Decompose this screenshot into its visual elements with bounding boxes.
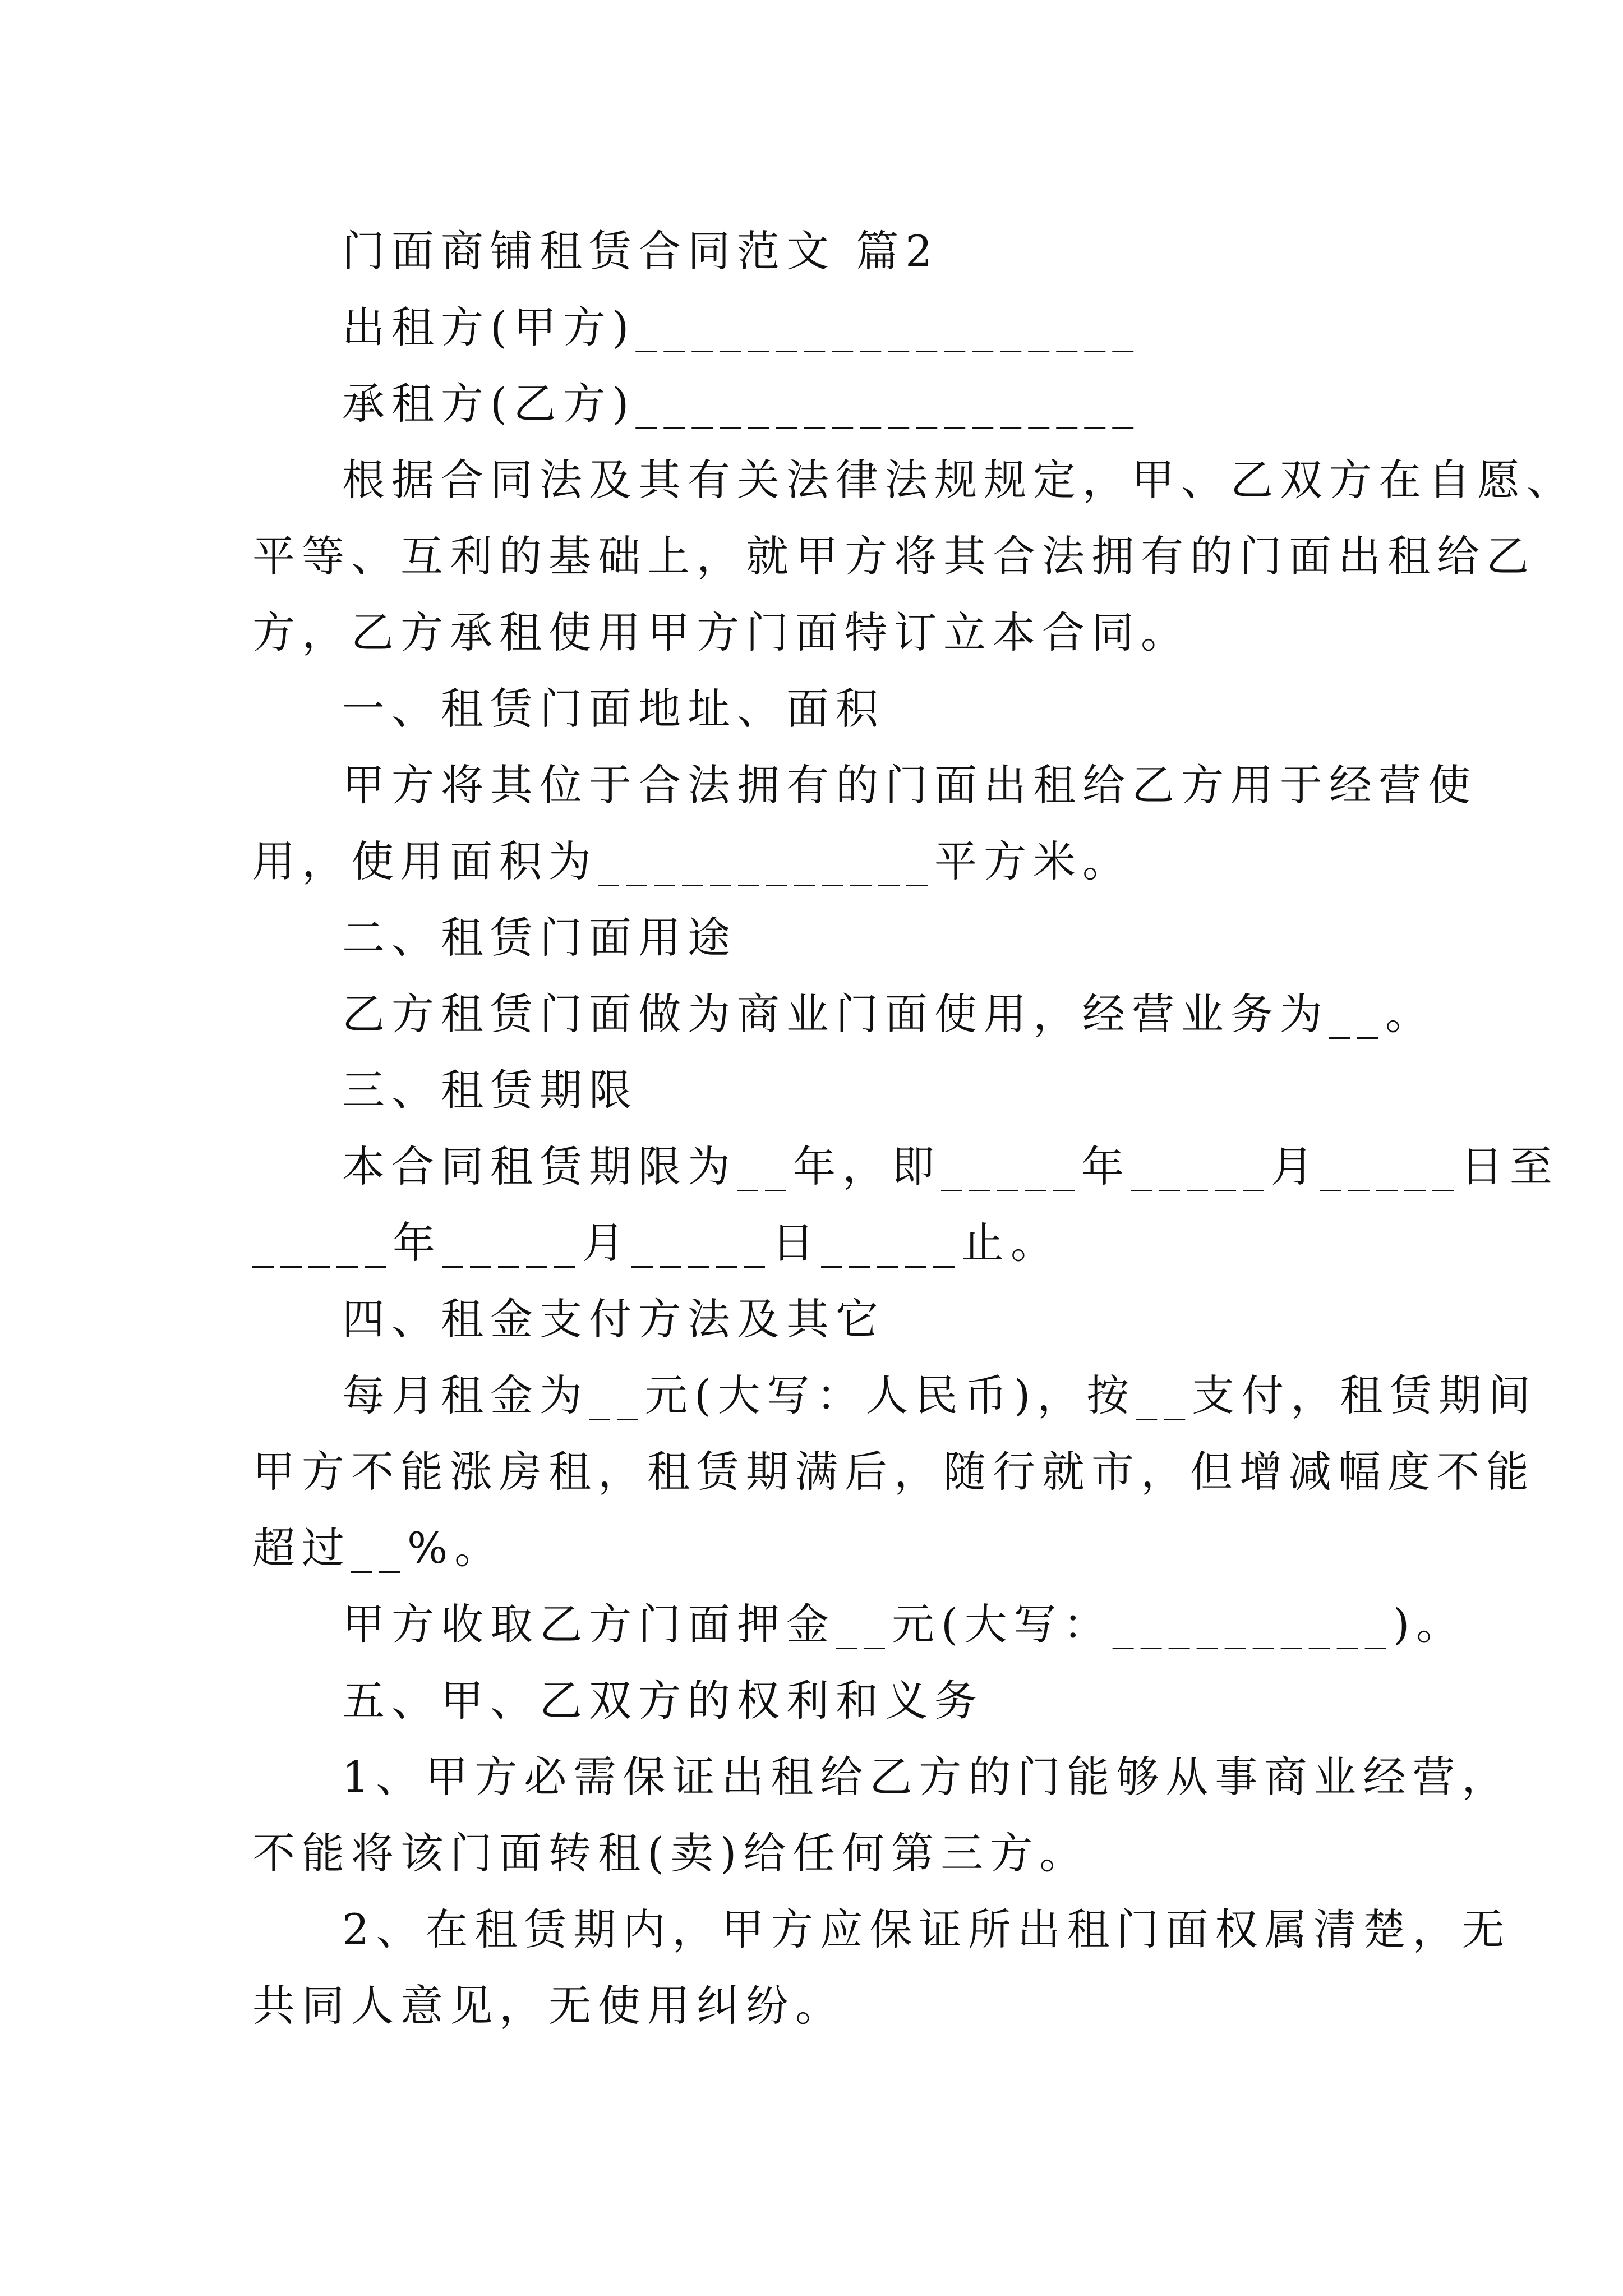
section-3-line-2: _____年_____月_____日_____止。 xyxy=(252,1218,1060,1268)
section-5-item-1-line-1: 1、甲方必需保证出租给乙方的门能够从事商业经营， xyxy=(342,1752,1511,1802)
section-heading-5: 五、甲、乙双方的权利和义务 xyxy=(342,1676,984,1726)
lessee-line: 承租方(乙方)__________________ xyxy=(342,379,1141,429)
section-heading-4: 四、租金支付方法及其它 xyxy=(342,1294,885,1344)
document-title: 门面商铺租赁合同范文 篇2 xyxy=(342,226,939,276)
section-1-line-2: 用，使用面积为____________平方米。 xyxy=(252,836,1132,886)
lessor-line: 出租方(甲方)__________________ xyxy=(342,302,1141,352)
section-5-item-2-line-2: 共同人意见，无使用纠纷。 xyxy=(252,1981,845,2031)
section-4-line-3: 超过__%。 xyxy=(252,1523,504,1573)
document-page xyxy=(252,213,1576,2044)
section-4-line-1: 每月租金为__元(大写：人民币)，按__支付，租赁期间 xyxy=(342,1370,1538,1420)
section-1-line-1: 甲方将其位于合法拥有的门面出租给乙方用于经营使 xyxy=(342,760,1477,810)
section-3-line-1: 本合同租赁期限为__年，即_____年_____月_____日至 xyxy=(342,1142,1559,1191)
section-heading-2: 二、租赁门面用途 xyxy=(342,913,737,963)
section-heading-3: 三、租赁期限 xyxy=(342,1065,638,1115)
preamble-line-1: 根据合同法及其有关法律法规规定，甲、乙双方在自愿、 xyxy=(342,455,1576,505)
section-4-deposit-line: 甲方收取乙方门面押金__元(大写：__________)。 xyxy=(342,1599,1466,1649)
section-heading-1: 一、租赁门面地址、面积 xyxy=(342,684,885,734)
section-5-item-1-line-2: 不能将该门面转租(卖)给任何第三方。 xyxy=(252,1828,1089,1878)
preamble-line-3: 方，乙方承租使用甲方门面特订立本合同。 xyxy=(252,608,1190,657)
preamble-line-2: 平等、互利的基础上，就甲方将其合法拥有的门面出租给乙 xyxy=(252,531,1536,581)
section-4-line-2: 甲方不能涨房租，租赁期满后，随行就市，但增减幅度不能 xyxy=(252,1447,1536,1497)
section-5-item-2-line-1: 2、在租赁期内，甲方应保证所出租门面权属清楚，无 xyxy=(342,1904,1511,1954)
section-2-line-1: 乙方租赁门面做为商业门面使用，经营业务为__。 xyxy=(342,989,1435,1039)
